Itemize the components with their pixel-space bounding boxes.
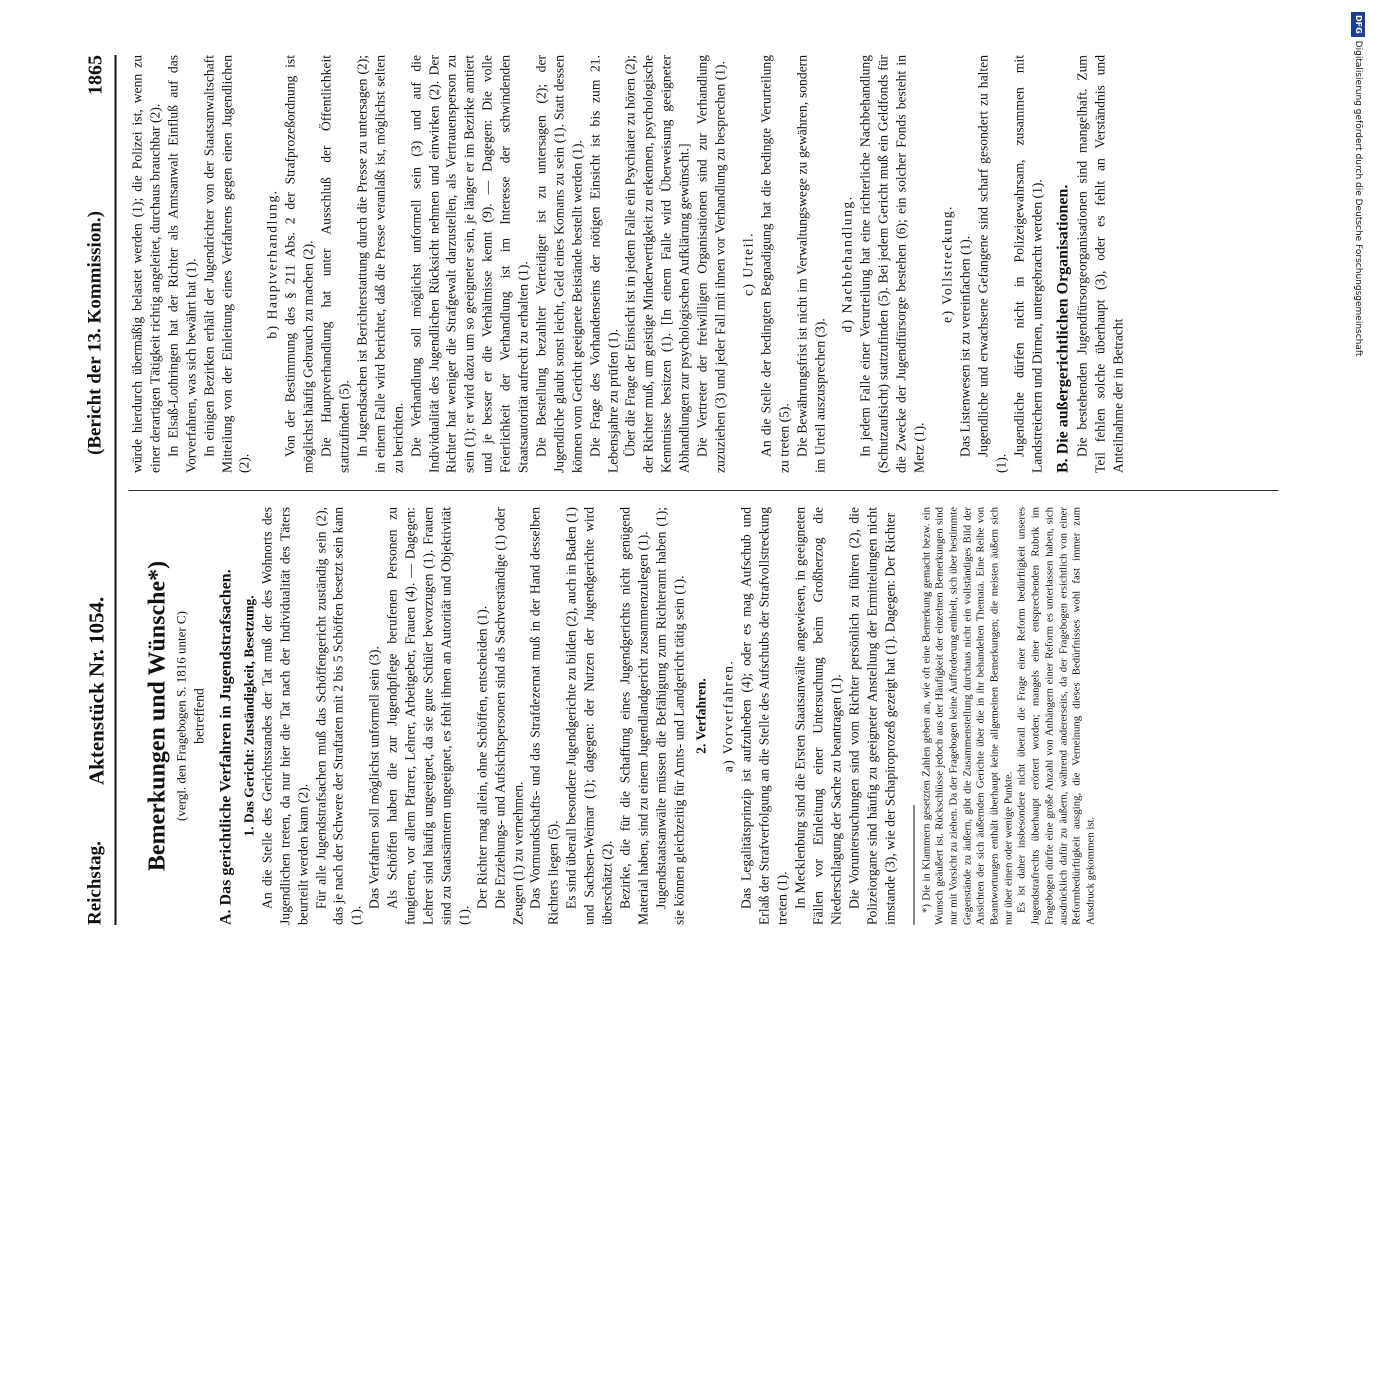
paragraph: Die Hauptverhandlung hat unter Ausschluß der Öffentlichkeit stattzufinden (5). [318,55,351,473]
paragraph: Die Verhandlung soll möglichst unformell sein (3) und auf die Individualität des Jugendlichen Rücksicht nehmen und einwirken (2). Der Richter hat weniger die Strafgewalt darzustellen, als Vertrauensperson zu sein (1); er wird dazu um so geeigneter sein, je länger er im Bezirke amtiert und je besser er die Verhältnisse kennt (9). — Dagegen: Die volle Feierlichkeit der Verhandlung ist im Interesse der schwindenden Staatsautorität aufrecht zu erhalten (1). [407,55,531,473]
subsection-b-heading: b) Hauptverhandlung. [264,189,280,339]
paragraph: Jugendliche dürfen nicht in Polizeigewahrsam, zusammen mit Landstreichern und Dirnen, untergebracht werden (1). [1010,55,1044,473]
subsection-d-heading: d) Nachbehandlung. [839,195,855,333]
paragraph: Jugendliche und erwachsene Gefangene sind scharf gesondert zu halten (1). [974,55,1008,473]
header-aktenstueck: Aktenstück Nr. 1054. [84,596,108,785]
document-page [70,55,1310,925]
subsection-2-heading: 2. Verfahren. [692,678,708,754]
dfg-logo: DFG [1351,12,1365,37]
footnote-rule [913,805,914,925]
paragraph: Die Bestellung bezahlter Verteidiger ist zu untersagen (2); der Jugendliche glaubt sonst leicht, Geld eines Komans zu sein (1). Statt dessen können vom Gericht geeignete Beistände bestellt werden (1). [532,55,584,473]
paragraph: Das Vormundschafts- und das Strafdezernat muß in der Hand desselben Richters liegen (5). [527,507,561,925]
digitization-credit-text: Digitalisierung gefördert durch die Deutsche Forschungsgemeinschaft [1353,40,1363,357]
section-b-heading: B. Die außergerichtlichen Organisationen. [1054,184,1072,473]
paragraph: Die Bewährungsfrist ist nicht im Verwaltungswege zu gewähren, sondern im Urteil auszusprechen (3). [793,55,827,473]
subsection-e-heading: e) Vollstreckung. [938,205,954,323]
subsection-c-heading: c) Urteil. [739,231,755,297]
left-column [128,507,1308,925]
paragraph: Der Richter mag allein, ohne Schöffen, entscheiden (1). [473,605,489,909]
footnote-continued: Es ist daher insbesondere nicht überall die Frage einer Reform bedürftigkeit unseres Jugendstrafrechts überhaupt erörtert worden; mangels einer entsprechenden Rubrik im Fragebogen dürfte eine große Anzahl von Anhängern einer Reform es unterlassen haben, sich ausdrücklich dafür zu äußern, während andererseits, da der Fragebogen ersichtlich von einer Reformbedürftigkeit ausging, die Verneinung dieses Bedürfnisses wohl fast immer zum Ausdruck gekommen ist. [1015,507,1096,925]
header-bericht: (Bericht der 13. Kommission.) [84,211,105,455]
paragraph: In Elsaß-Lothringen hat der Richter als Amtsanwalt Einfluß auf das Vorverfahren, was sich bewährt hat (1). [164,55,198,473]
digitization-credit [1351,12,1365,1395]
paragraph: An die Stelle des Gerichtsstandes der Tat muß der des Wohnorts des Jugendlichen treten, da nur hier die Tat nach der Individualität des Täters beurteilt werden kann (2). [258,507,310,925]
paragraph: Als Schöffen haben die zur Jugendpflege berufenen Personen zu fungieren, vor allem Pfarrer, Lehrer, Arbeitgeber, Frauen (4). — Dagegen: Lehrer sind häufig ungeeignet, da sie gute Schüler bevorzugen (1). Frauen sind zu Staatsämtern ungeeignet, es fehlt ihnen an Autorität und Objektivität (1). [384,507,471,925]
paragraph: Die Vertreter der freiwilligen Organisationen sind zur Verhandlung zuzuziehen (3) und jeder Fall mit ihnen vor Verhandlung zu besprechen (1). [694,55,727,473]
header-reichstag: Reichstag. [84,841,105,925]
betreffend-label: betreffend [191,688,206,744]
paragraph: Die Frage des Vorhandenseins der nötigen Einsicht ist bis zum 21. Lebensjahre zu prüfen (1). [586,55,620,473]
paragraph: Von der Bestimmung des § 211 Abs. 2 der Strafprozeßordnung ist möglichst häufig Gebrauch zu machen (2). [282,55,316,473]
column-divider [128,490,1278,491]
subsection-1-heading: 1. Das Gericht: Zuständigkeit, Besetzung. [240,595,256,837]
paragraph: Die Erziehungs- und Aufsichtspersonen sind als Sachverständige (1) oder Zeugen (1) zu vernehmen. [491,507,525,925]
paragraph: Das Legalitätsprinzip ist aufzuheben (4); oder es mag Aufschub und Erlaß der Strafverfolgung an die Stelle des Aufschubs der Strafvollstreckung treten (1). [738,507,790,925]
paragraph: Das Verfahren soll möglichst unformell sein (3). [366,646,382,909]
paragraph: Es sind überall besondere Jugendgerichte zu bilden (2), auch in Baden (1) und Sachsen-Weimar (1); dagegen: der Nutzen der Jugendgerichte wird überschätzt (2). [563,507,615,925]
paragraph: Das Listenwesen ist zu vereinfachen (1). [956,235,972,457]
right-column [128,55,1308,473]
paragraph: Die bestehenden Jugendfürsorgeorganisationen sind mangelhaft. Zum Teil fehlen solche überhaupt (3), oder es fehlt an Verständnis und Anteilnahme der in Betracht [1074,55,1126,473]
reference-note: (vergl. den Fragebogen S. 1816 unter C) [173,611,188,821]
paragraph: In einigen Bezirken erhält der Jugendrichter von der Staatsanwaltschaft Mitteilung von der Einleitung eines Verfahrens gegen einen Jugendlichen (2). [200,55,252,473]
paragraph: In jedem Falle einer Verurteilung hat eine richterliche Nachbehandlung (Schutzaufsicht) stattzufinden (5). Bei jedem Gericht muß ein Geldfonds für die Zwecke der Jugendfürsorge bestehen (6); ein solcher Fonds besteht in Metz (1). [857,55,927,473]
footnote: *) Die in Klammern gesetzten Zahlen geben an, wie oft eine Bemerkung gemacht bezw. ein Wunsch geäußert ist. Rückschlüsse jedoch aus der Häufigkeit der einzelnen Bemerkungen sind nur mit Vorsicht zu ziehen. Da der Fragebogen keine Aufforderung enthielt, sich über bestimmte Gegenstände zu äußern, gibt die Zusammenstellung durchaus nicht ein vollständiges Bild der Ansichten der sich äußernden Gerichte über die in ihr behandelten Themata. Eine Reihe von Beantwortungen enthält überhaupt keine allgemeinen Bemerkungen; die meisten äußern sich nur über einen oder wenige Punkte. [919,507,1014,925]
paragraph: Für alle Jugendstrafsachen muß das Schöffengericht zuständig sein (2), das je nach der Schwere der Straftaten mit 2 bis 5 Schöffen besetzt sein kann (1). [312,507,364,925]
paragraph: An die Stelle der bedingten Begnadigung hat die bedingte Verurteilung zu treten (5). [757,55,791,473]
paragraph: In Jugendsachen ist Berichterstattung durch die Presse zu untersagen (2); in einem Falle wird berichtet, daß die Presse veranlaßt ist, möglichst selten zu berichten. [353,55,405,473]
subsection-2a-heading: a) Vorverfahren. [720,659,736,773]
paragraph: Die Voruntersuchungen sind vom Richter persönlich zu führen (2), die Polizeiorgane sind häufig zu geeigneter Anstellung der Ermittelungen nicht imstande (3), wie der Schapiroprozeß gezeigt hat (1). Dagegen: Der Richter [845,507,897,925]
paragraph: In Mecklenburg sind die Ersten Staatsanwälte angewiesen, in geeigneten Fällen vor Einleitung einer Untersuchung beim Großherzog die Niederschlagung der Sache zu beantragen (1). [792,507,843,925]
running-header [70,55,116,925]
page-number: 1865 [84,55,106,95]
paragraph: Bezirke, die für die Schaffung eines Jugendgerichts nicht genügend Material haben, sind zu einem Jugendlandgericht zusammenzulegen (1). [616,507,650,925]
paragraph: Über die Frage der Einsicht ist in jedem Falle ein Psychiater zu hören (2); der Richter muß, um geistige Minderwertigkeit zu erkennen, psychologische Kenntnisse besitzen (1). [In einem Falle wird Überweisung geeigneter Abhandlungen zur psychologischen Aufklärung gewünscht.] [622,55,692,473]
paragraph: würde hierdurch übermäßig belastet werden (1); die Polizei ist, wenn zu einer derartigen Tätigkeit richtig angeleitet, durchaus brauchbar (2). [129,55,162,473]
section-a-heading: A. Das gerichtliche Verfahren in Jugendstrafsachen. [216,569,234,925]
document-title: Bemerkungen und Wünsche*) [144,560,170,872]
paragraph: Jugendstaatsanwälte müssen die Befähigung zum Richteramt haben (1); sie können gleichzeitig für Amts- und Landgericht tätig sein (1). [652,507,686,925]
